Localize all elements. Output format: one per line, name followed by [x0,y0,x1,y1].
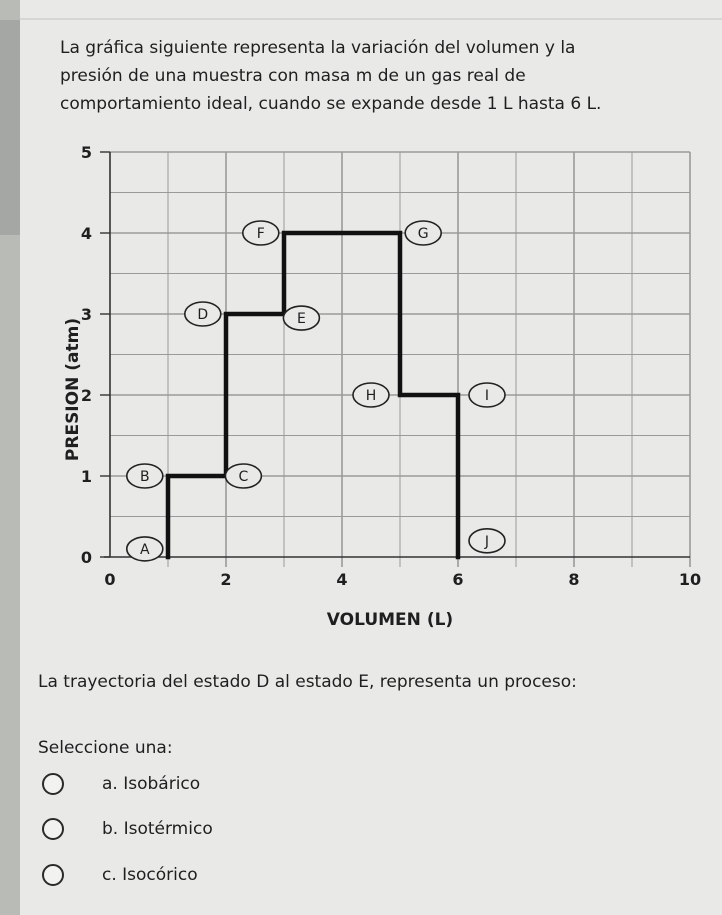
x-tick-label: 4 [336,570,348,589]
question-line-3: comportamiento ideal, cuando se expande desde 1 L hasta 6 L. [60,94,602,114]
state-label-H: H [365,388,377,404]
y-axis-label: PRESION (atm) [63,317,83,462]
left-margin-strip [0,0,20,915]
state-label-F: F [256,226,265,242]
x-tick-label: 10 [678,570,702,589]
question-text [60,34,700,118]
radio-button-icon[interactable] [42,864,64,886]
select-one-label: Seleccione una: [38,738,173,758]
top-divider [20,18,722,20]
y-tick-label: 0 [80,548,92,567]
state-label-G: G [417,226,429,242]
y-tick-label: 2 [80,386,92,405]
option-isotermico[interactable] [38,814,438,844]
option-label: b. Isotérmico [102,819,213,839]
state-label-E: E [296,311,306,328]
pv-chart [40,135,720,635]
x-tick-label: 6 [452,570,464,589]
option-isobarico[interactable] [38,769,438,799]
state-label-D: D [197,307,209,323]
state-label-I: I [484,388,490,404]
y-tick-label: 1 [80,467,92,486]
question-line-2: presión de una muestra con masa m de un gas real de [60,66,526,86]
option-label: a. Isobárico [102,774,201,794]
x-axis-label: VOLUMEN (L) [326,610,454,630]
question-prompt: La trayectoria del estado D al estado E, representa un proceso: [38,672,577,692]
state-label-C: C [238,469,249,485]
x-tick-label: 2 [220,570,232,589]
state-label-A: A [140,541,150,558]
radio-button-icon[interactable] [42,818,64,840]
x-tick-label: 8 [568,570,580,589]
state-label-B: B [139,469,150,485]
y-tick-label: 4 [80,224,92,243]
x-tick-label: 0 [104,570,116,589]
y-tick-label: 3 [80,305,92,324]
pv-chart-svg [40,135,720,635]
question-line-1: La gráfica siguiente representa la variación del volumen y la [60,38,576,58]
left-margin-shade [0,20,20,235]
state-label-J: J [484,533,490,550]
option-isocorico[interactable] [38,860,438,890]
radio-button-icon[interactable] [42,773,64,795]
y-tick-label: 5 [80,143,92,162]
option-label: c. Isocórico [102,865,198,885]
